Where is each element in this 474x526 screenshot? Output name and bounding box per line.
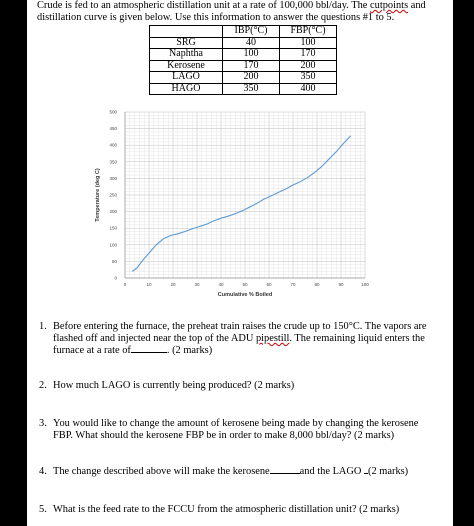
- x-tick-label: 10: [146, 282, 152, 287]
- problem-intro: [37, 0, 447, 24]
- question-text: The change described above will make the kerosene and the LAGO (2 marks): [53, 466, 409, 477]
- x-tick-label: 20: [170, 282, 176, 287]
- table-row: [150, 83, 337, 95]
- y-tick-label: 150: [109, 225, 117, 231]
- question-number: 1.: [39, 321, 47, 332]
- y-tick-label: 450: [109, 126, 117, 132]
- x-tick-label: 60: [266, 282, 272, 287]
- x-tick-label: 80: [314, 282, 320, 287]
- cutpoints-word: cutpoints: [370, 0, 409, 11]
- x-tick-label: 100: [361, 282, 369, 287]
- cut-fbp: 350: [280, 72, 337, 84]
- x-tick-label: 50: [242, 282, 248, 287]
- question-text: Before entering the furnace, the preheat train raises the crude up to 150°C. The vapors are flashed off and injected near the top of the ADU pipestill. The remaining liquid enters the furnace at a rate of . (2 marks): [53, 321, 427, 356]
- table-row: [150, 60, 337, 72]
- cut-ibp: 350: [223, 83, 280, 95]
- table-header-ibp: IBP(°C): [223, 26, 280, 38]
- table-header-row: [150, 26, 337, 38]
- cut-ibp: 200: [223, 72, 280, 84]
- cut-fbp: 400: [280, 83, 337, 95]
- answer-blank[interactable]: [131, 352, 167, 353]
- y-tick-label: 300: [109, 175, 117, 181]
- y-tick-label: 400: [109, 142, 117, 148]
- y-tick-label: 100: [109, 242, 117, 248]
- distillation-curve-chart: [27, 100, 453, 305]
- y-tick-label: 200: [109, 209, 117, 215]
- x-tick-label: 70: [290, 282, 296, 287]
- y-tick-label: 0: [114, 275, 117, 281]
- table-row: [150, 49, 337, 61]
- cut-ibp: 40: [223, 37, 280, 49]
- cut-name: Naphtha: [150, 49, 223, 61]
- table-header-fbp: FBP(°C): [280, 26, 337, 38]
- y-tick-label: 350: [109, 159, 117, 165]
- intro-line-1: Crude is fed to an atmospheric distillation unit at a rate of 100,000 bbl/day. The cutpoints and: [37, 0, 426, 11]
- cut-ibp: 100: [223, 49, 280, 61]
- x-tick-label: 90: [338, 282, 344, 287]
- cut-ibp: 170: [223, 60, 280, 72]
- question-number: 3.: [39, 418, 47, 429]
- question-number: 2.: [39, 380, 47, 391]
- question-number: 5.: [39, 504, 47, 515]
- cut-name: SRG: [150, 37, 223, 49]
- intro-line-2: distillation curve is given below. Use this information to answer the questions #1 to 5.: [37, 12, 395, 23]
- table-row: [150, 37, 337, 49]
- question-text: How much LAGO is currently being produced? (2 marks): [53, 380, 295, 391]
- cut-fbp: 100: [280, 37, 337, 49]
- y-axis-title: Temperature (deg C): [95, 168, 101, 222]
- cut-name: Kerosene: [150, 60, 223, 72]
- table-header-blank: [150, 26, 223, 38]
- answer-blank[interactable]: [270, 473, 300, 474]
- y-tick-label: 500: [109, 109, 117, 115]
- x-axis-title: Cumulative % Boiled: [217, 292, 273, 298]
- y-tick-label: 50: [111, 258, 117, 264]
- cut-fbp: 170: [280, 49, 337, 61]
- cut-name: HAGO: [150, 83, 223, 95]
- distillation-curve-line: [132, 136, 350, 272]
- question-text: You would like to change the amount of kerosene being made by changing the kerosene FBP. What should the kerosene FBP be in order to make 8,000 bbl/day? (2 marks): [53, 418, 419, 441]
- x-tick-label: 0: [123, 282, 127, 287]
- y-tick-label: 250: [109, 192, 117, 198]
- question-text: What is the feed rate to the FCCU from the atmospheric distillation unit? (2 marks): [53, 504, 400, 515]
- x-tick-label: 30: [194, 282, 200, 287]
- cut-fbp: 200: [280, 60, 337, 72]
- cut-name: LAGO: [150, 72, 223, 84]
- x-tick-label: 40: [218, 282, 224, 287]
- cutpoint-table: [149, 25, 337, 95]
- pipestill-word: pipestill: [255, 333, 290, 344]
- table-row: [150, 72, 337, 84]
- document-page: [27, 0, 453, 526]
- question-number: 4.: [39, 466, 47, 477]
